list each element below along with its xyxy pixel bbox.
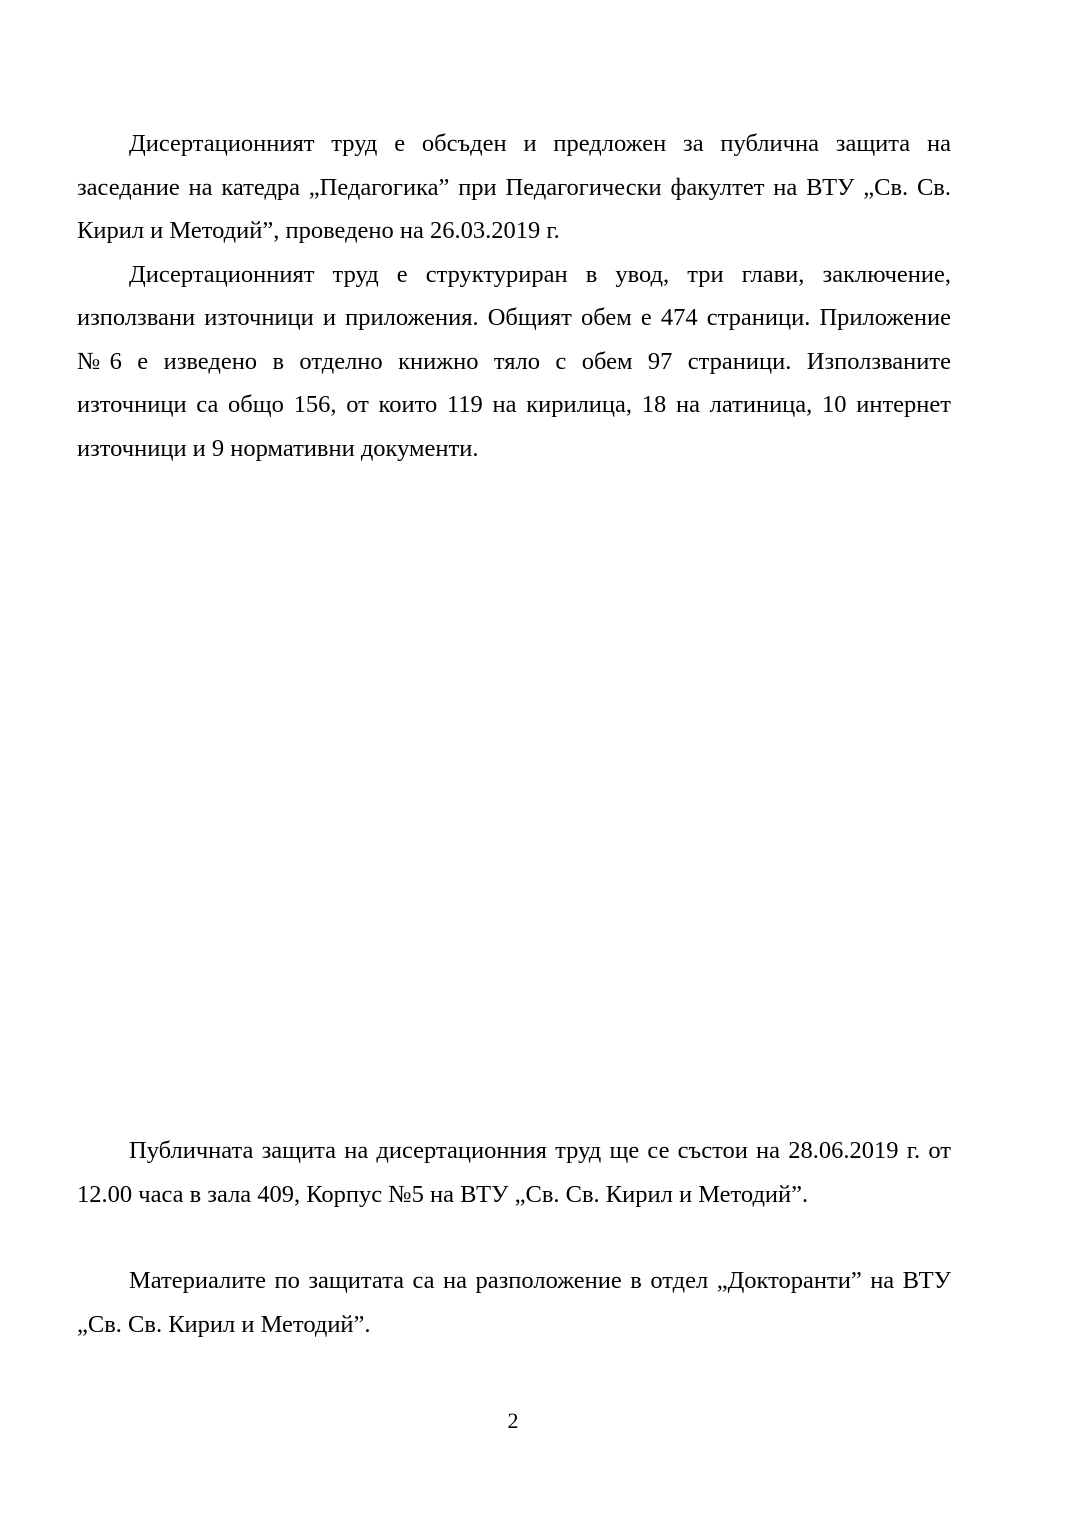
paragraph-defense: Публичната защита на дисертационния труд ще се състои на 28.06.2019 г. от 12.00 часа в зала 409, Корпус №5 на ВТУ „Св. Св. Кирил и Методий”.	[77, 1137, 951, 1208]
dissertation-info-section	[77, 122, 951, 470]
paragraph-structure: Дисертационният труд е структуриран в увод, три глави, заключение, използвани източници и приложения. Общият обем е 474 страници. Приложение №6 е изведено в отделно книжно тяло с обем 97 страници. Използваните източници са общо 156, от които 119 на кирилица, 18 на латиница, 10 интернет източници и 9 нормативни документи.	[77, 260, 951, 462]
paragraph-materials: Материалите по защитата са на разположение в отдел „Докторанти” на ВТУ „Св. Св. Кирил и Методий”.	[77, 1267, 951, 1338]
paragraph-discussion: Дисертационният труд е обсъден и предложен за публична защита на заседание на катедра „Педагогика” при Педагогически факултет на ВТУ „Св. Св. Кирил и Методий”, проведено на 26.03.2019 г.	[77, 130, 951, 244]
page-number: 2	[507, 1408, 519, 1433]
defense-section	[77, 1129, 951, 1216]
materials-section	[77, 1259, 951, 1346]
